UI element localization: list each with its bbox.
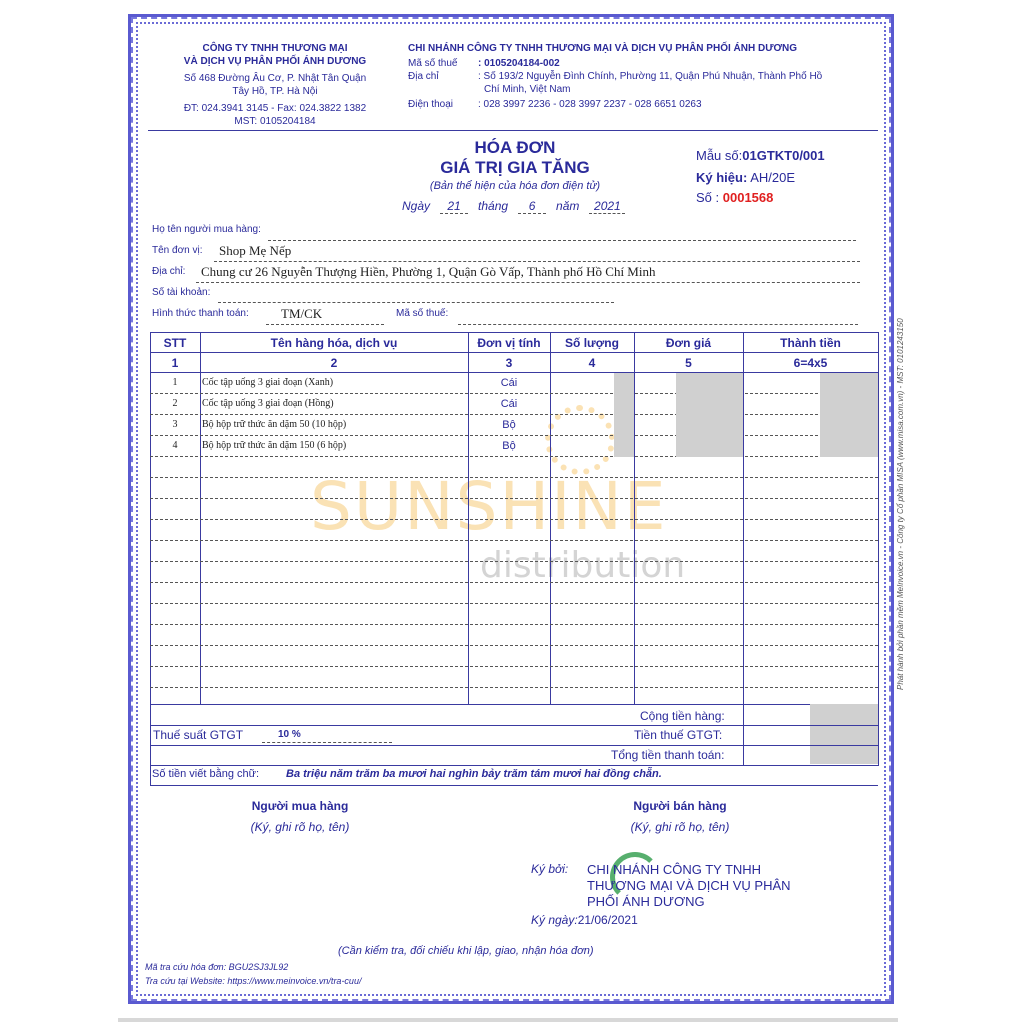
number-value: 0001568 [722,190,774,205]
payment-label: Hình thức thanh toán: [152,308,249,319]
row-1-name: Cốc tập uống 3 giai đoạn (Xanh) [202,377,334,388]
row-separator-line [150,582,878,583]
idx-6: 6=4x5 [793,356,828,370]
buyer-tax-label: Mã số thuế: [396,308,449,319]
row-separator-line [150,393,878,394]
row-separator-line [150,435,878,436]
branch-phone-label: Điện thoại [408,99,454,110]
idx-1: 1 [171,356,179,370]
th-name: Tên hàng hóa, dịch vụ [270,336,398,350]
signed-by-block [587,862,791,910]
table-header-bottom [150,352,878,353]
seller-hq-block [150,42,400,128]
buyer-unit-value: Shop Mẹ Nếp [219,243,292,258]
th-unit: Đơn vị tính [477,336,541,350]
invoice-title-1: HÓA ĐƠN [474,138,556,157]
buyer-account-label: Số tài khoản: [152,287,211,298]
seller-sign-note: (Ký, ghi rõ họ, tên) [630,820,730,834]
subtotal-label: Cộng tiền hàng: [640,709,725,723]
date-day: 21 [440,199,468,214]
payment-value: TM/CK [281,306,323,321]
seller-branch-block [408,42,878,111]
table-items-bottom [150,704,878,705]
row-2-unit: Cái [500,398,518,410]
words-bottom [150,785,878,786]
row-separator-line [150,624,878,625]
total-bottom [150,765,878,766]
total-label: Tổng tiền thanh toán: [611,748,725,762]
buyer-sign-note: (Ký, ghi rõ họ, tên) [250,820,350,834]
seller-hq-name-1: CÔNG TY TNHH THƯƠNG MẠI [202,43,348,54]
date-month-label: tháng [478,199,509,213]
vat-rate-line [262,742,392,743]
date-month: 6 [518,199,546,214]
watermark-brand: SUNSHINE [310,468,668,545]
buyer-address-label: Địa chỉ: [152,266,186,277]
buyer-unit-label: Tên đơn vị: [152,245,203,256]
row-3-name: Bộ hộp trữ thức ăn dặm 50 (10 hộp) [202,419,347,430]
buyer-address-value: Chung cư 26 Nguyễn Thượng Hiền, Phường 1, Quận Gò Vấp, Thành phố Hồ Chí Minh [201,264,656,279]
invoice-date [402,199,625,214]
vat-rate-value: 10 % [278,729,301,740]
row-4-unit: Bộ [502,440,516,452]
row-3-unit: Bộ [502,419,516,431]
col-line-5 [743,332,744,704]
signed-by-1: CHI NHÁNH CÔNG TY TNHH [587,862,762,877]
branch-tax-value: : 0105204184-002 [478,58,560,69]
invoice-title-2: GIÁ TRỊ GIA TĂNG [440,158,590,177]
buyer-address-line [196,282,860,283]
side-publisher-note: Phát hành bởi phần mềm MeInvoice.vn - Công ty Cổ phần MISA (www.misa.com.vn) - MST: 0101243150 [896,318,905,690]
vat-amount-label: Tiền thuế GTGT: [634,728,723,742]
totals-col-line [743,704,744,766]
date-year: 2021 [589,199,625,214]
row-separator-line [150,687,878,688]
row-separator-line [150,561,878,562]
signed-date-label: Ký ngày: [531,913,578,927]
buyer-sign-title: Người mua hàng [251,799,349,813]
col-line-4 [634,332,635,704]
form-value: 01GTKT0/001 [742,148,825,163]
row-1-stt: 1 [172,377,178,388]
redacted-price [676,373,743,457]
redacted-qty [614,373,634,457]
payment-line [266,324,384,325]
branch-tax-label: Mã số thuế [408,58,458,69]
row-separator-line [150,477,878,478]
idx-5: 5 [685,356,692,370]
signed-by-2: THƯƠNG MẠI VÀ DỊCH VỤ PHÂN [587,878,791,893]
idx-2: 2 [330,356,338,370]
signed-date [531,913,638,927]
row-1-unit: Cái [500,377,518,389]
seller-hq-address-2: Tây Hồ, TP. Hà Nội [232,86,318,97]
row-separator-line [150,603,878,604]
seller-hq-address-1: Số 468 Đường Âu Cơ, P. Nhật Tân Quận [183,73,367,84]
invoice-subtitle: (Bản thể hiện của hóa đơn điện tử) [429,180,601,192]
row-separator-line [150,540,878,541]
vat-bottom [150,745,878,746]
branch-address-label: Địa chỉ [408,71,439,82]
idx-3: 3 [505,356,513,370]
seller-hq-tax: MST: 0105204184 [234,116,316,127]
row-separator-line [150,414,878,415]
col-line-1 [200,332,201,704]
symbol-value: AH/20E [750,170,796,185]
signed-by-3: PHỐI ÁNH DƯƠNG [587,894,705,909]
seller-hq-name-2: VÀ DỊCH VỤ PHÂN PHỐI ÁNH DƯƠNG [183,56,367,67]
row-separator-line [150,456,878,457]
th-price: Đơn giá [665,336,712,350]
footer-lookup-site[interactable]: Tra cứu tại Website: https://www.meinvoice.vn/tra-cuu/ [145,976,362,986]
row-separator-line [150,666,878,667]
th-amount: Thành tiền [780,336,841,350]
header-divider [148,130,878,131]
th-qty: Số lượng [565,336,619,350]
date-day-label: Ngày [402,199,431,213]
row-2-name: Cốc tập uống 3 giai đoạn (Hồng) [202,398,334,409]
signed-by-label: Ký bởi: [531,862,569,876]
totals-right-line [878,704,879,766]
buyer-account-line [218,302,614,303]
row-4-name: Bộ hộp trữ thức ăn dặm 150 (6 hộp) [202,440,347,451]
invoice-number [696,190,773,205]
row-separator-line [150,498,878,499]
page-shadow [118,1018,898,1022]
symbol [696,170,795,185]
words-label: Số tiền viết bằng chữ: [152,768,260,780]
branch-address-value-1: : Số 193/2 Nguyễn Đình Chính, Phường 11, Quận Phú Nhuận, Thành Phố Hồ [478,71,823,82]
form-label: Mẫu số: [696,148,743,163]
signed-date-value: 21/06/2021 [577,913,638,927]
sun-logo-icon [545,405,615,475]
subtotal-bottom [150,725,878,726]
col-line-3 [550,332,551,704]
buyer-tax-line [458,324,858,325]
table-index-bottom [150,372,878,373]
table-top [150,332,878,333]
seller-branch-name: CHI NHÁNH CÔNG TY TNHH THƯƠNG MẠI VÀ DỊCH VỤ PHÂN PHỐI ÁNH DƯƠNG [408,43,798,54]
branch-phone-value: : 028 3997 2236 - 028 3997 2237 - 028 6651 0263 [478,99,702,110]
words-value: Ba triệu năm trăm ba mươi hai nghìn bảy trăm tám mươi hai đồng chẵn. [286,768,662,780]
redacted-totals [810,704,878,764]
date-year-label: năm [556,199,580,213]
row-separator-line [150,519,878,520]
watermark-sub: distribution [480,545,686,586]
row-3-stt: 3 [172,419,178,430]
form-number [696,148,825,163]
row-separator-line [150,645,878,646]
idx-4: 4 [588,356,596,370]
footer-check-note: (Cần kiểm tra, đối chiếu khi lập, giao, nhận hóa đơn) [338,945,594,957]
branch-address-value-2: Chí Minh, Việt Nam [484,84,571,95]
number-label: Số : [696,190,720,205]
footer-lookup-code: Mã tra cứu hóa đơn: BGU2SJ3JL92 [145,962,289,972]
buyer-name-label: Họ tên người mua hàng: [152,224,261,235]
row-4-stt: 4 [172,440,178,451]
row-2-stt: 2 [172,398,178,409]
seller-sign-title: Người bán hàng [633,799,727,813]
seller-hq-phone: ĐT: 024.3941 3145 - Fax: 024.3822 1382 [183,103,367,114]
vat-rate-label: Thuế suất GTGT [153,728,244,742]
buyer-unit-line [214,261,860,262]
redacted-amount [820,373,878,457]
th-stt: STT [163,336,187,350]
buyer-name-line [268,240,856,241]
symbol-label: Ký hiệu: [696,170,748,185]
col-line-6 [878,332,879,704]
